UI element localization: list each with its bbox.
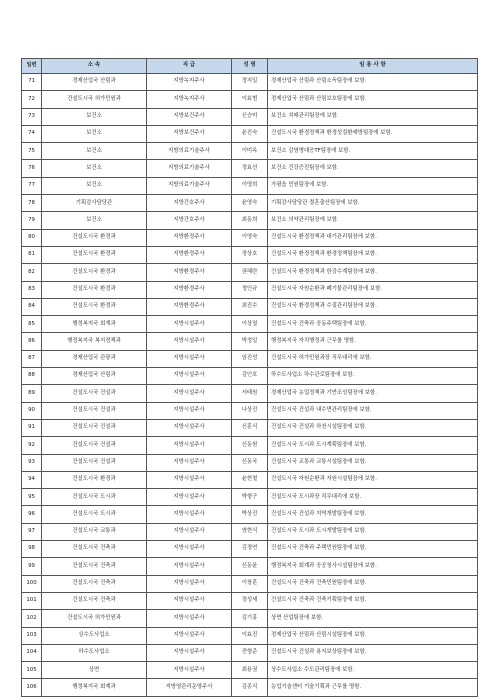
- row-rank: 지방의료기술주사: [147, 143, 232, 160]
- row-department: 건설도시국 건축과: [42, 592, 147, 609]
- row-name: 윤진숙: [232, 125, 268, 142]
- table-row: [22, 489, 478, 506]
- row-serial-number: 92: [22, 437, 42, 454]
- row-rank: 지방시설주사: [147, 610, 232, 627]
- row-name: 이영희: [232, 177, 268, 194]
- header-appointment-details: 임 용 사 항: [268, 59, 478, 74]
- header-rank: 직 급: [147, 59, 232, 74]
- row-serial-number: 99: [22, 558, 42, 575]
- row-department: 건설도시국 건설과: [42, 454, 147, 471]
- row-appointment-details: 건설도시국 건설과 하천시설팀장에 보함.: [268, 419, 478, 436]
- row-serial-number: 101: [22, 592, 42, 609]
- row-name: 정성세: [232, 592, 268, 609]
- row-department: 건설도시국 도시과: [42, 489, 147, 506]
- row-appointment-details: 가평읍 민원팀장에 보함.: [268, 177, 478, 194]
- table-row: [22, 558, 478, 575]
- row-name: 김기홍: [232, 610, 268, 627]
- row-rank: 지방시설주사: [147, 627, 232, 644]
- row-serial-number: 100: [22, 575, 42, 592]
- row-appointment-details: 건설도시국 환경정책과 환경성질환예방팀장에 보함.: [268, 125, 478, 142]
- row-department: 건설도시국 교통과: [42, 523, 147, 540]
- row-department: 건설도시국 허가민원과: [42, 91, 147, 108]
- row-department: 행정복지국 복지정책과: [42, 333, 147, 350]
- row-rank: 지방시설주사: [147, 402, 232, 419]
- table-row: [22, 437, 478, 454]
- table-row: [22, 575, 478, 592]
- row-appointment-details: 보건소 감염병대응TF팀장에 보함.: [268, 143, 478, 160]
- row-appointment-details: 건설도시국 도시과장 직무대리에 보함.: [268, 489, 478, 506]
- row-serial-number: 72: [22, 91, 42, 108]
- table-row: [22, 229, 478, 246]
- row-appointment-details: 건설도시국 자원순환과 폐기물관리팀장에 보함.: [268, 281, 478, 298]
- table-row: [22, 592, 478, 609]
- row-rank: 지방녹지주사: [147, 91, 232, 108]
- row-serial-number: 75: [22, 143, 42, 160]
- row-department: 보건소: [42, 160, 147, 177]
- row-appointment-details: 농업기술센터 기술기획과 근무를 명함.: [268, 679, 478, 696]
- row-department: 경제산업국 관광과: [42, 350, 147, 367]
- row-rank: 지방시설주사: [147, 454, 232, 471]
- row-serial-number: 103: [22, 627, 42, 644]
- row-department: 건설도시국 환경과: [42, 298, 147, 315]
- row-name: 김경연: [232, 541, 268, 558]
- row-department: 보건소: [42, 125, 147, 142]
- row-department: 건설도시국 건설과: [42, 419, 147, 436]
- row-rank: 지방시설주사: [147, 592, 232, 609]
- table-row: [22, 108, 478, 125]
- row-serial-number: 86: [22, 333, 42, 350]
- row-name: 신승미: [232, 108, 268, 125]
- row-rank: 지방환경주사: [147, 298, 232, 315]
- row-name: 정인규: [232, 281, 268, 298]
- row-department: 보건소: [42, 143, 147, 160]
- row-rank: 지방시설주사: [147, 368, 232, 385]
- row-rank: 지방보건주사: [147, 108, 232, 125]
- row-rank: 지방환경주사: [147, 281, 232, 298]
- row-serial-number: 88: [22, 368, 42, 385]
- row-department: 건설도시국 도시과: [42, 506, 147, 523]
- row-rank: 지방시설주사: [147, 471, 232, 488]
- row-appointment-details: 경제산업국 산림과 산림보호팀장에 보함.: [268, 91, 478, 108]
- row-serial-number: 94: [22, 471, 42, 488]
- row-appointment-details: 건설도시국 환경정책과 한강수계팀장에 보함.: [268, 264, 478, 281]
- table-row: [22, 264, 478, 281]
- table-body: [22, 74, 478, 697]
- header-department: 소 속: [42, 59, 147, 74]
- row-rank: 지방시설주사: [147, 419, 232, 436]
- row-rank: 지방환경주사: [147, 229, 232, 246]
- row-name: 이상열: [232, 316, 268, 333]
- row-serial-number: 77: [22, 177, 42, 194]
- row-name: 이창훈: [232, 575, 268, 592]
- row-department: 경제산업국 산림과: [42, 368, 147, 385]
- table-row: [22, 160, 478, 177]
- row-department: 보건소: [42, 212, 147, 229]
- row-rank: 지방환경주사: [147, 246, 232, 263]
- table-row: [22, 143, 478, 160]
- row-name: 윤영숙: [232, 195, 268, 212]
- row-appointment-details: 경제산업국 산림과 산림소득팀장에 보함.: [268, 74, 478, 91]
- row-name: 신동윤: [232, 558, 268, 575]
- row-name: 권혜란: [232, 264, 268, 281]
- row-name: 박형구: [232, 489, 268, 506]
- row-appointment-details: 행정복지국 자치행정과 근무를 명함.: [268, 333, 478, 350]
- row-serial-number: 104: [22, 644, 42, 661]
- row-appointment-details: 건설도시국 자원순환과 자원시설팀장에 보함.: [268, 471, 478, 488]
- row-department: 건설도시국 건축과: [42, 558, 147, 575]
- row-department: 건설도시국 건설과: [42, 437, 147, 454]
- table-row: [22, 523, 478, 540]
- row-name: 나상진: [232, 402, 268, 419]
- row-serial-number: 84: [22, 298, 42, 315]
- row-serial-number: 102: [22, 610, 42, 627]
- table-row: [22, 402, 478, 419]
- row-department: 건설도시국 건축과: [42, 541, 147, 558]
- row-department: 기획감사담당관: [42, 195, 147, 212]
- header-name: 성 명: [232, 59, 268, 74]
- row-department: 건설도시국 환경과: [42, 281, 147, 298]
- row-appointment-details: 건설도시국 환경정책과 수질관리팀장에 보함.: [268, 298, 478, 315]
- row-name: 이효진: [232, 627, 268, 644]
- row-department: 상면: [42, 662, 147, 679]
- row-department: 건설도시국 허가민원과: [42, 610, 147, 627]
- row-serial-number: 96: [22, 506, 42, 523]
- row-department: 상수도사업소: [42, 627, 147, 644]
- personnel-appointment-sheet: [21, 58, 477, 697]
- row-department: 건설도시국 환경과: [42, 264, 147, 281]
- row-rank: 지방영관리운영주사: [147, 679, 232, 696]
- row-serial-number: 74: [22, 125, 42, 142]
- row-rank: 지방환경주사: [147, 264, 232, 281]
- row-appointment-details: 건설도시국 허가민원과장 직무대리에 보함.: [268, 350, 478, 367]
- row-department: 경제산업국 산림과: [42, 74, 147, 91]
- row-appointment-details: 건설도시국 건축과 주택민원팀장에 보함.: [268, 541, 478, 558]
- table-row: [22, 419, 478, 436]
- row-name: 이효범: [232, 91, 268, 108]
- row-rank: 지방의료기술주사: [147, 177, 232, 194]
- table-row: [22, 91, 478, 108]
- table-row: [22, 662, 478, 679]
- row-department: 하수도사업소: [42, 644, 147, 661]
- row-serial-number: 82: [22, 264, 42, 281]
- table-row: [22, 281, 478, 298]
- row-name: 박상진: [232, 506, 268, 523]
- row-name: 정지일: [232, 74, 268, 91]
- table-row: [22, 506, 478, 523]
- row-name: 임진성: [232, 350, 268, 367]
- row-department: 보건소: [42, 108, 147, 125]
- table-row: [22, 644, 478, 661]
- row-name: 김인호: [232, 368, 268, 385]
- row-rank: 지방시설주사: [147, 644, 232, 661]
- table-row: [22, 333, 478, 350]
- row-rank: 지방의료기술주사: [147, 160, 232, 177]
- row-rank: 지방시설주사: [147, 523, 232, 540]
- row-appointment-details: 건설도시국 건축과 공동주택팀장에 보함.: [268, 316, 478, 333]
- row-appointment-details: 건설도시국 도시과 도시계획팀장에 보함.: [268, 437, 478, 454]
- table-row: [22, 385, 478, 402]
- row-appointment-details: 건설도시국 도시과 도시개발팀장에 보함.: [268, 523, 478, 540]
- row-name: 이미옥: [232, 143, 268, 160]
- row-appointment-details: 건설도시국 환경정책과 환경정책팀장에 보함.: [268, 246, 478, 263]
- row-name: 신동국: [232, 454, 268, 471]
- row-appointment-details: 하수도사업소 하수관로팀장에 보함.: [268, 368, 478, 385]
- table-row: [22, 471, 478, 488]
- table-row: [22, 212, 478, 229]
- row-appointment-details: 건설도시국 건축과 건축기획팀장에 보함.: [268, 592, 478, 609]
- table-row: [22, 177, 478, 194]
- row-appointment-details: 건설도시국 교통과 교통시설팀장에 보함.: [268, 454, 478, 471]
- row-serial-number: 71: [22, 74, 42, 91]
- row-rank: 지방시설주사: [147, 575, 232, 592]
- row-appointment-details: 보건소 치매관리팀장에 보함.: [268, 108, 478, 125]
- row-rank: 지방시설주사: [147, 316, 232, 333]
- table-row: [22, 627, 478, 644]
- table-row: [22, 125, 478, 142]
- row-serial-number: 106: [22, 679, 42, 696]
- row-serial-number: 95: [22, 489, 42, 506]
- row-serial-number: 76: [22, 160, 42, 177]
- row-rank: 지방시설주사: [147, 489, 232, 506]
- row-serial-number: 79: [22, 212, 42, 229]
- table-row: [22, 454, 478, 471]
- row-name: 박정일: [232, 333, 268, 350]
- row-serial-number: 90: [22, 402, 42, 419]
- row-department: 행정복지국 회계과: [42, 679, 147, 696]
- table-header-row: [22, 59, 478, 74]
- row-name: 신훈식: [232, 419, 268, 436]
- row-rank: 지방간호주사: [147, 195, 232, 212]
- row-serial-number: 73: [22, 108, 42, 125]
- row-appointment-details: 경제산업국 산림과 산림시설팀장에 보함.: [268, 627, 478, 644]
- row-serial-number: 78: [22, 195, 42, 212]
- table-row: [22, 298, 478, 315]
- row-serial-number: 105: [22, 662, 42, 679]
- row-serial-number: 89: [22, 385, 42, 402]
- row-name: 윤현철: [232, 471, 268, 488]
- row-department: 행정복지국 회계과: [42, 316, 147, 333]
- table-row: [22, 350, 478, 367]
- row-rank: 지방시설주사: [147, 333, 232, 350]
- row-rank: 지방시설주사: [147, 558, 232, 575]
- row-appointment-details: 건설도시국 건설과 내수면관리팀장에 보함.: [268, 402, 478, 419]
- table-row: [22, 679, 478, 696]
- row-name: 이영숙: [232, 229, 268, 246]
- row-serial-number: 98: [22, 541, 42, 558]
- header-serial-number: 일련: [22, 59, 42, 74]
- row-appointment-details: 행정복지국 회계과 공공청사시설팀장에 보함.: [268, 558, 478, 575]
- row-department: 건설도시국 환경과: [42, 229, 147, 246]
- row-rank: 지방시설주사: [147, 541, 232, 558]
- row-name: 김종식: [232, 679, 268, 696]
- row-rank: 지방간호주사: [147, 212, 232, 229]
- row-department: 건설도시국 건축과: [42, 575, 147, 592]
- row-rank: 지방시설주사: [147, 437, 232, 454]
- row-appointment-details: 보건소 의약관리팀장에 보함.: [268, 212, 478, 229]
- row-appointment-details: 건설도시국 건설과 용지보상팀장에 보함.: [268, 644, 478, 661]
- row-serial-number: 93: [22, 454, 42, 471]
- table-row: [22, 195, 478, 212]
- row-name: 최진수: [232, 298, 268, 315]
- row-appointment-details: 경제산업국 농업정책과 기반조성팀장에 보함.: [268, 385, 478, 402]
- row-department: 보건소: [42, 177, 147, 194]
- row-serial-number: 81: [22, 246, 42, 263]
- row-name: 최용권: [232, 662, 268, 679]
- row-serial-number: 83: [22, 281, 42, 298]
- row-serial-number: 85: [22, 316, 42, 333]
- row-name: 정효선: [232, 160, 268, 177]
- table-row: [22, 541, 478, 558]
- row-department: 건설도시국 환경과: [42, 471, 147, 488]
- row-appointment-details: 보건소 건강증진팀장에 보함.: [268, 160, 478, 177]
- row-appointment-details: 건설도시국 건설과 지역개발팀장에 보함.: [268, 506, 478, 523]
- row-appointment-details: 건설도시국 환경정책과 대기관리팀장에 보함.: [268, 229, 478, 246]
- appointment-table: [21, 58, 478, 697]
- row-rank: 지방보건주사: [147, 125, 232, 142]
- row-rank: 지방시설주사: [147, 662, 232, 679]
- table-row: [22, 246, 478, 263]
- row-rank: 지방시설주사: [147, 350, 232, 367]
- row-name: 정상호: [232, 246, 268, 263]
- row-department: 건설도시국 환경과: [42, 246, 147, 263]
- row-serial-number: 91: [22, 419, 42, 436]
- table-row: [22, 610, 478, 627]
- row-rank: 지방시설주사: [147, 385, 232, 402]
- row-rank: 지방시설주사: [147, 506, 232, 523]
- table-row: [22, 316, 478, 333]
- row-rank: 지방녹지주사: [147, 74, 232, 91]
- table-row: [22, 74, 478, 91]
- row-appointment-details: 상수도사업소 수도관리팀장에 보함.: [268, 662, 478, 679]
- row-serial-number: 80: [22, 229, 42, 246]
- row-appointment-details: 건설도시국 건축과 건축민원팀장에 보함.: [268, 575, 478, 592]
- row-name: 최동희: [232, 212, 268, 229]
- row-department: 건설도시국 건설과: [42, 402, 147, 419]
- row-name: 전형준: [232, 644, 268, 661]
- row-department: 건설도시국 건설과: [42, 385, 147, 402]
- row-name: 신동원: [232, 437, 268, 454]
- row-name: 염현식: [232, 523, 268, 540]
- row-appointment-details: 상면 산업팀장에 보함.: [268, 610, 478, 627]
- row-serial-number: 97: [22, 523, 42, 540]
- table-row: [22, 368, 478, 385]
- row-appointment-details: 기획감사담당관 결혼출산팀장에 보함.: [268, 195, 478, 212]
- row-serial-number: 87: [22, 350, 42, 367]
- row-name: 서태원: [232, 385, 268, 402]
